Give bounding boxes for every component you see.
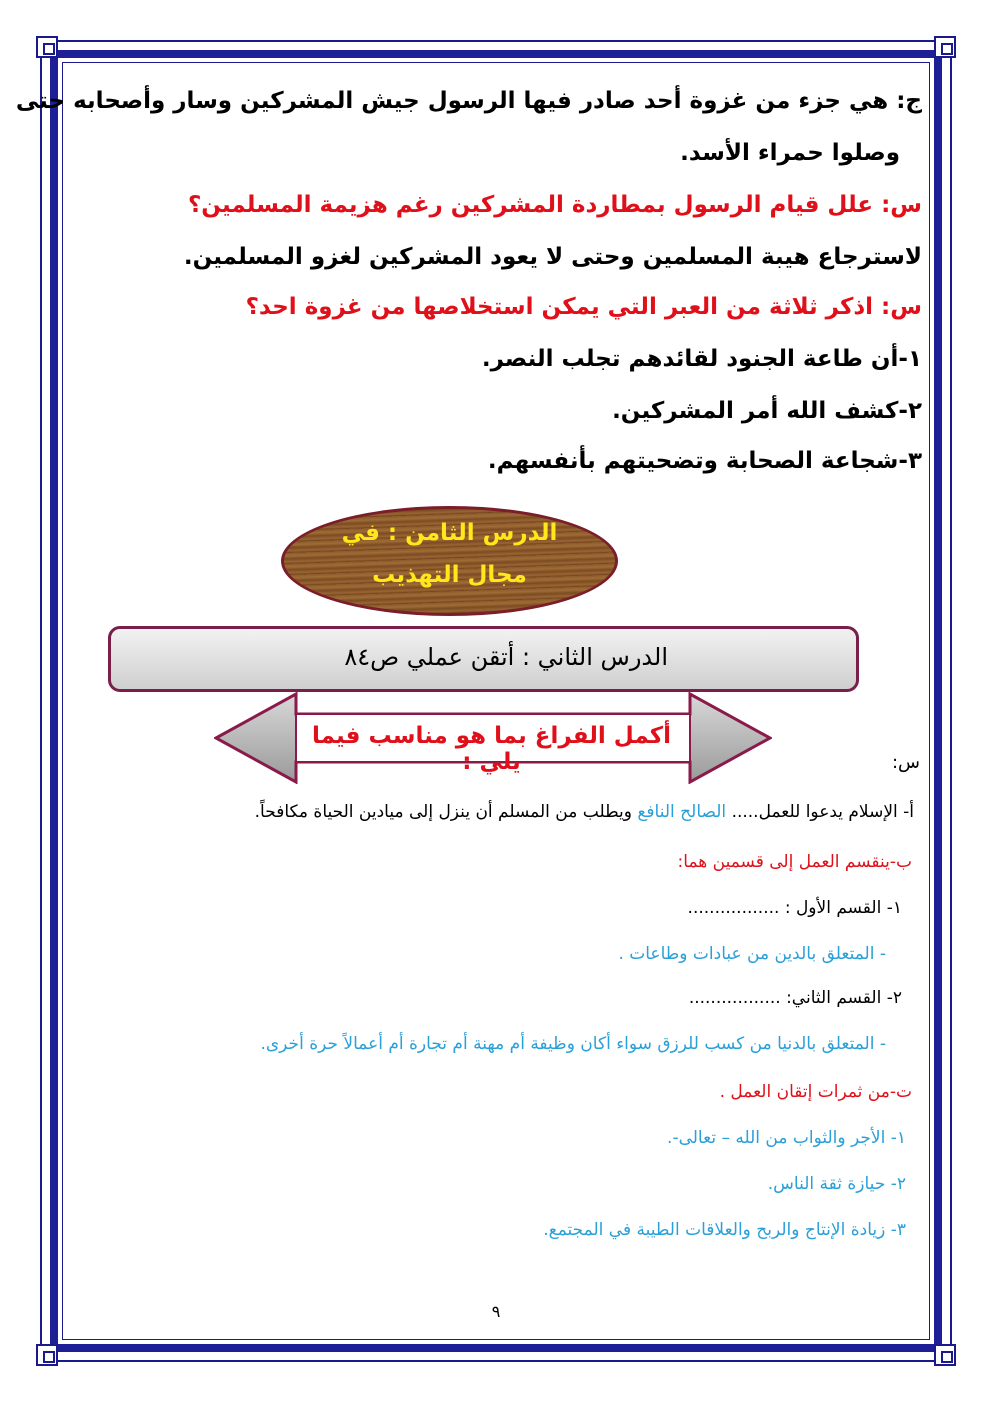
exercise-b-part2-answer: - المتعلق بالدنيا من كسب للرزق سواء أكان وظيفة أم مهنة أم تجارة أم أعمالاً حرة أخرى. [260, 1034, 886, 1054]
item-a-fill: الصالح النافع [637, 802, 727, 822]
exercise-b-part1-label: ١- القسم الأول : ................. [687, 898, 902, 918]
intro-answer-line2: وصلوا حمراء الأسد. [680, 140, 900, 166]
lesson-title: الدرس الثاني : أتقن عملي ص٨٤ [344, 643, 668, 671]
instruction-text: أكمل الفراغ بما هو مناسب فيما يلي : [311, 723, 671, 775]
question-1: س: علل قيام الرسول بمطاردة المشركين رغم هزيمة المسلمين؟ [187, 192, 922, 218]
unit-badge-line2: مجال التهذيب [372, 562, 527, 588]
lesson-item: ٢-كشف الله أمر المشركين. [612, 398, 922, 424]
page-number: ٩ [491, 1302, 501, 1321]
answer-1: لاسترجاع هيبة المسلمين وحتى لا يعود المشركين لغزو المسلمين. [183, 244, 922, 270]
exercise-c-heading: ت-من ثمرات إتقان العمل . [719, 1082, 912, 1102]
question-2: س: اذكر ثلاثة من العبر التي يمكن استخلاصها من غزوة احد؟ [245, 294, 922, 320]
lesson-item: ٣-شجاعة الصحابة وتضحيتهم بأنفسهم. [487, 448, 922, 474]
exercise-item-a [255, 802, 914, 822]
item-a-prefix: أ- الإسلام يدعوا للعمل..... [731, 802, 914, 822]
exercise-label: س: [891, 752, 920, 773]
unit-badge-line1: الدرس الثامن : في [341, 520, 558, 546]
exercise-b-part1-answer: - المتعلق بالدين من عبادات وطاعات . [618, 944, 886, 964]
exercise-c-item: ٣- زيادة الإنتاج والربح والعلاقات الطيبة في المجتمع. [543, 1220, 906, 1240]
exercise-c-item: ١- الأجر والثواب من الله – تعالى-. [667, 1128, 906, 1148]
exercise-b-heading: ب-ينقسم العمل إلى قسمين هما: [677, 852, 912, 872]
answer-text: هي جزء من غزوة أحد صادر فيها الرسول جيش المشركين وسار وأصحابه حتى [15, 88, 889, 114]
exercise-c-item: ٢- حيازة ثقة الناس. [767, 1174, 906, 1194]
lesson-item: ١-أن طاعة الجنود لقائدهم تجلب النصر. [481, 346, 922, 372]
exercise-b-part2-label: ٢- القسم الثاني: ................. [688, 988, 902, 1008]
item-a-suffix: ويطلب من المسلم أن ينزل إلى ميادين الحياة مكافحاً. [254, 802, 632, 822]
intro-answer-line1 [16, 88, 922, 114]
answer-prefix: ج: [896, 88, 922, 114]
